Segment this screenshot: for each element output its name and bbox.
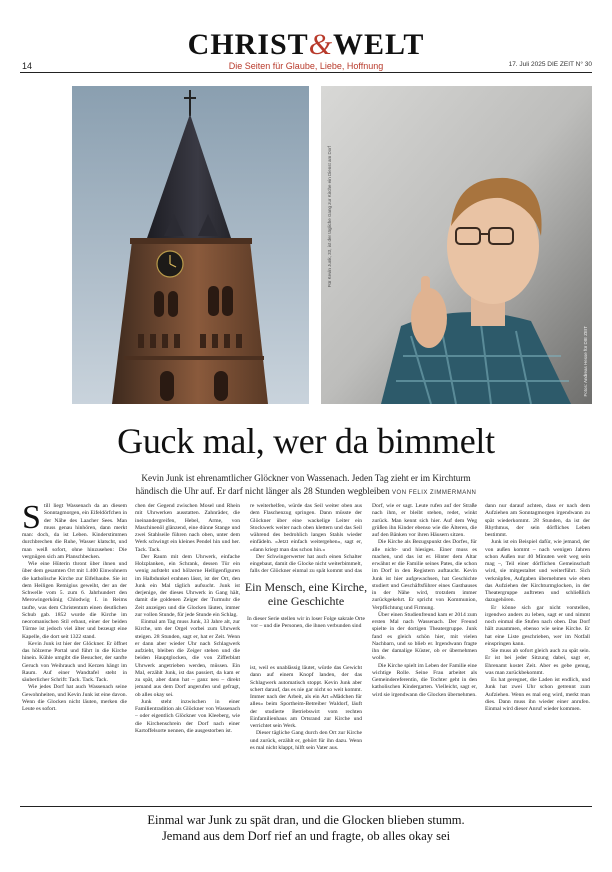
drop-cap: S — [22, 503, 41, 536]
col4-paragraph-4: Die Kirche spielt im Leben der Familie eine wichtige Rolle. Seine Frau arbeitet als Gemeindereferentin, die Tochter geht in den katholischen Kindergarten. Vielleicht, sagt er, wird sie irgendwann die Glocken übernehmen. — [372, 662, 477, 698]
byline: VON FELIX ZIMMERMANN — [392, 490, 477, 496]
footer-quote-line-1: Einmal war Junk zu spät dran, und die Glocken blieben stumm. — [147, 813, 465, 827]
col3-paragraph-1: re weiterhelfen, würde das Seil weiter oben aus dem Flaschenzug springen. Dann müsste der Glöckner über eine wackelige Leiter ein Stockwerk weiter nach oben klettern und das Seil während des bedrohlich langen Stahls wieder einfädeln. »Jetzt einfach weitergehen«, sagt er, »dann kriegt man das schon hin.« — [250, 503, 362, 553]
masthead-ampersand: & — [308, 28, 334, 61]
dateline: 17. Juli 2025 DIE ZEIT N° 30 — [508, 61, 592, 68]
col2-paragraph-4: Junk steht inzwischen in einer Familientradition als Glöckner von Wassenach – oder eigentlich Glöckner von Kleeberg, wie die Kirchenschrein der Dorf nach einer Kartoffelsorte nennen, die ausgestorben ist. — [135, 698, 240, 734]
top-rule — [20, 72, 592, 73]
col2-paragraph-2: Der Raum mit dem Uhrwerk, einfache Holzplanken, ein Schrank, dessen Tür ein wenig aufsteht und hölzerne Helligenfiguren im Halbdunkel erahnen lässt, ist der Ort, den Junk ein Mal täglich aufsucht. Junk ist derjenige, der dieses Uhrwerk in Gang hält, damit die goldenen Zeiger der Turmuhr die Zeit anzeigen und die Glocken läuten, immer zur vollen Stunde, für jede Stunde ein Schlag. — [135, 553, 240, 618]
col5-paragraph-4: Sie muss ab sofort gleich auch zu spät sein. Er ist bei jeder Sitzung dabei, sagt er, Ehrenamt kostet Zeit. Aber es gebe genug, was man zurückbekommt. — [485, 648, 590, 676]
col5-paragraph-2: Junk ist ein Beispiel dafür, wie jemand, der von außen kommt – nach wenigen Jahren schon Außen nur 40 Minuten weit weg sein mag –, Teil einer dörflichen Gemeinschaft wird, sie mitgestaltet und weiterführt. Sich verknüpfen, Aufgaben übernehmen wie eben das Aufziehen der Kirchturmglocken, in der Theatergruppe auftreten und schließlich dazugehören. — [485, 539, 590, 604]
masthead — [0, 28, 612, 62]
footer-quote-line-2: Jemand aus dem Dorf rief an und fragte, ob alles okay sei — [161, 829, 451, 843]
article-column-1 — [22, 503, 127, 803]
photo-caption: Für Kevin Junk, 33, ist der tägliche Gang zur Kirche ein Dienst am Dorf — [327, 146, 332, 288]
deck — [130, 472, 482, 500]
pull-quote-box — [244, 580, 368, 631]
series-note: In dieser Serie stellen wir in loser Folge sakrale Orte vor – und die Personen, die ihnen verbunden sind — [247, 616, 365, 630]
col3-paragraph-4: Dieser tägliche Gang durch den Ort zur Kirche und zurück, erzählt er, gehört für ihn dazu. Wenn es mal nicht klappt, hilft sein Vater aus. — [250, 730, 362, 751]
page-number: 14 — [22, 61, 33, 71]
col2-paragraph-3: Einmal am Tag muss Junk, 33 Jahre alt, zur Kirche, um der Orgel vorbei zum Uhrwerk steigen. 28 Stunden, sagt er, hat er Zeit. Wenn er dann aber wieder Uhr nach Schlagwerk aufzieht, bleiben die Zeiger stehen und die beiden Hauptglocken, die von Zifferblatt Uhrwerk angetrieben werden, müssen. Ein Mal, erzählt Junk, ist das passiert, da kam er zu spät, aber dann hat – ganz neu – direkt jemand aus dem Dorf angerufen und gefragt, ob alles okay sei. — [135, 619, 240, 698]
col1-paragraph-3: Kevin Junk ist hier der Glöckner. Er öffnet das hölzerne Portal und führt in die Kirche hinein. Kühle umgibt die Besucher, der sanfte Geruch von Weihrauch und Kerzen hängt im Raum. Auf einer Wandtafel steht in säuberlicher Schrift: Tack. Tack. Tack. — [22, 640, 127, 683]
church-tower-photo — [72, 86, 309, 404]
col4-paragraph-1: Dorf, wie er sagt. Leute rufen auf der Straße nach ihm, er bleibt stehen, redet, winkt zurück. Man kennt sich hier. Auf dem Weg grüßen ihn Kinder ebenso wie die Älteren, die auf den Bänken vor ihren Häusern sitzen. — [372, 503, 477, 538]
col3-paragraph-3: ist, weil es unablässig läutet, würde das Gewicht dann auf einem Knopf landen, der das Schlagwerk automatisch stoppt. Kevin Junk aber schert darauf, das es nie gar nicht so weit kommt. Immer nach der Arbeit, als ein Art »Mädchen für alles« beim Sportheim-Betreiber Waldorf, läuft der studierte Betriebswirt vom rechten Einfamilienhaus am Ortsrand zur Kirche und verrichtet sein Werk. — [250, 665, 362, 729]
article-column-3-top — [250, 503, 362, 573]
col1-paragraph-1: till liegt Wassenach da an diesem Sonntagmorgen, ein Eifeldörfchen in der Nähe des Laacher Sees. Man muss genau hinhören, dann merkt man: doch, da ist Leben. Kinderstimmen durchbrechen die Ruhe, Wasser klatscht, und man weiß sofort, ohne hinzusehen: Die vergnügen sich am Planschbecken. — [22, 503, 127, 560]
col1-paragraph-4: Wie jedes Dorf hat auch Wassenach seine Gewohnheiten, und Kevin Junk ist eine davon. Wenn die Glocken nicht läuten, merken die Leute es sofort. — [22, 684, 127, 712]
col4-paragraph-2: Die Kirche als Bezugspunkt des Dorfes, für alle nicht- und hiesiges. Einer muss es machen, und das ist er. Hinter dem Altar erwähnt er die Familie seines Pates, die schon im Dorf in den Registern auftaucht. Kevin Junk ist hier aufgewachsen, hat Geschichte studiert und Geschäftsführer eines Gasthauses in der Nähe wird, trotzdem immer zurückgekehrt. Er spricht von Kommunion, Verpflichtung und Firmung. — [372, 539, 477, 611]
footer-rule — [20, 806, 592, 807]
col1-paragraph-2: Wie eine Hüterin thront über ihnen und über dem gesamten Ort mit 1.400 Einwohnern die katholische Kirche zur Eifelhaube. Sie ist dem Heiligen Remigius geweiht, der an der Schwelle vom 5. zum 6. Jahrhundert den Merowingerkönig Chlodwig I. in Reims taufte, was dem Christentum einen deutlichen Schub gab. 1852 wurde die Kirche im neoromanischen Stil erbaut, einer der beiden Türme ist jedoch viel älter und bezeugt eine Kapelle, die dort seit 1322 stand. — [22, 561, 127, 640]
masthead-part2: WELT — [333, 28, 425, 61]
article-column-3-bottom — [250, 665, 362, 803]
col5-paragraph-3: Er könne sich gar nicht vorstellen, irgendwo anders zu leben, sagt er und nimmt noch einmal die Stufen nach oben. Das Dorf hält zusammen, ebenso wie seine Kirche. Er hat eine Liste geschrieben, wer im Notfall einspringen kann. — [485, 604, 590, 647]
col4-paragraph-3: Über einen Studienfreund kam er 2014 zum ersten Mal nach Wassenach. Der Freund spielte in der dortigen Theatergruppe. Junk fand es gleich schön hier, mit vielen Nachbarn, und so blieb er. Irgendwann fragte ihn der damalige Küster, ob er übernehmen wolle. — [372, 611, 477, 662]
deck-text: Kevin Junk ist ehrenamtlicher Glöckner von Wassenach. Jeden Tag zieht er im Kirchturm händisch die Uhr auf. Er darf nicht länger als 28 Stunden wegbleiben — [135, 473, 471, 496]
article-column-2 — [135, 503, 240, 803]
footer-quote — [0, 812, 612, 844]
col2-paragraph-1: chen der Gegend zwischen Mosel und Rhein mit Uhrwerken ausstatten. Zahnräder, die ineinandergreifen, Hebel, Arme, von Maschinenöl glänzend, eine dünne Stange und zwei Stahlseile führen nach oben, unter dem Werk schwingt ein kleines Pendel hin und her. Tack. Tack. — [135, 503, 240, 553]
col5-paragraph-5: Es hat geregnet, die Laden ist endlich, und Junk hat zwei Uhr schon getrennt zum Aufziehen. Wenn es mal eng wird, merkt man dies. Dann muss ihn wieder einer anrufen. Einmal wird dieser Anruf wieder kommen. — [485, 677, 590, 712]
section-subtitle: Die Seiten für Glaube, Liebe, Hoffnung — [228, 61, 384, 71]
masthead-part1: CHRIST — [187, 28, 309, 61]
headline: Guck mal, wer da bimmelt — [117, 421, 495, 461]
pull-quote: Ein Mensch, eine Kirche, eine Geschichte — [244, 580, 368, 608]
photo-credit: Fotos: Andreas Hesse für DIE ZEIT — [583, 326, 588, 397]
col3-paragraph-2: Der Schwingerwerter hat auch einen Schalter eingebaut, damit die Glocke nicht weiterbimmelt, falls der Glöckner einmal zu spät kommt und das — [250, 553, 362, 573]
portrait-photo — [321, 86, 592, 404]
article-column-4 — [372, 503, 477, 803]
col5-paragraph-1: dann nur darauf achten, dass er nach dem Aufziehen am Sonntagmorgen irgendwann zu spät wiederkommt. 28 Stunden, da ist der Rhythmus, der sein dörfliches Leben bestimmt. — [485, 503, 590, 538]
article-column-5 — [485, 503, 590, 803]
